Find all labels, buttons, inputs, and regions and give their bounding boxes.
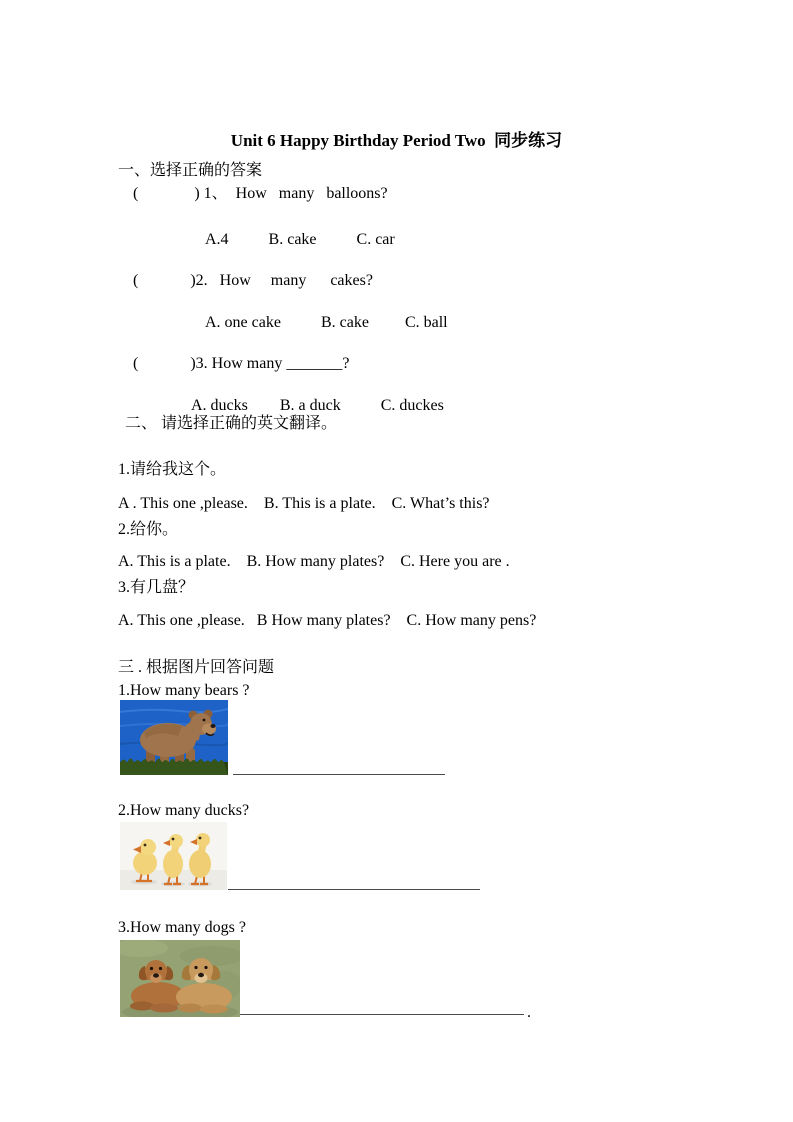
section1-q1-stem: ( ) 1、 How many balloons? xyxy=(133,185,388,202)
section2-q3-options: A. This one ,please. B How many plates? C. How many pens? xyxy=(118,612,537,629)
dogs-photo xyxy=(120,940,240,1017)
section3-q1-stem: 1.How many bears ? xyxy=(118,682,250,699)
answer-blank-dogs xyxy=(240,1013,524,1015)
section3-q2-stem: 2.How many ducks? xyxy=(118,802,250,819)
section2-q2-options: A. This is a plate. B. How many plates? C. Here you are . xyxy=(118,553,510,570)
answer-blank-bears xyxy=(233,773,445,775)
ducks-photo xyxy=(120,822,227,890)
section2-heading: 二、 请选择正确的英文翻译。 xyxy=(125,415,338,432)
answer-blank-ducks xyxy=(228,888,480,890)
answer-blank-dogs-period: . xyxy=(527,1004,531,1021)
section1-q2-options: A. one cake B. cake C. ball xyxy=(205,314,448,331)
section2-q1-stem: 1.请给我这个。 xyxy=(118,461,227,478)
section1-q1-options: A.4 B. cake C. car xyxy=(205,231,395,248)
bear-photo xyxy=(120,700,228,775)
section1-heading: 一、选择正确的答案 xyxy=(118,162,263,179)
section3-heading: 三 . 根据图片回答问题 xyxy=(118,659,275,676)
section3-q3-stem: 3.How many dogs ? xyxy=(118,919,246,936)
section1-q2-stem: ( )2. How many cakes? xyxy=(133,272,373,289)
section2-q3-stem: 3.有几盘？ xyxy=(118,579,195,596)
section1-q3-stem: ( )3. How many _______? xyxy=(133,355,350,372)
section2-q1-options: A . This one ,please. B. This is a plate. C. What’s this? xyxy=(118,495,490,512)
section2-q2-stem: 2.给你。 xyxy=(118,521,179,538)
section1-q3-options: A. ducks B. a duck C. duckes xyxy=(191,397,444,414)
page-title: Unit 6 Happy Birthday Period Two 同步练习 xyxy=(230,131,563,150)
